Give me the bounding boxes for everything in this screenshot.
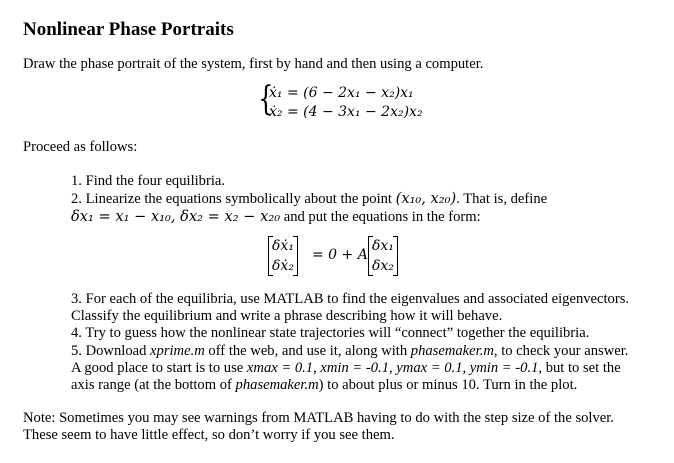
step-2-line-2: δx₁ = x₁ − x₁₀, δx₂ = x₂ − x₂₀ and put the equations in the form: xyxy=(71,208,481,226)
equation-1: ẋ₁ = (6 − 2x₁ − x₂)x₁ xyxy=(269,85,414,101)
page-title: Nonlinear Phase Portraits xyxy=(23,19,234,40)
axis-settings: xmax = 0.1, xmin = -0.1, ymax = 0.1, ymin = -0.1 xyxy=(246,359,539,376)
lhs-bottom: δẋ₂ xyxy=(272,258,294,274)
note-line-1: Note: Sometimes you may see warnings from MATLAB having to do with the step size of the solver. xyxy=(23,410,614,426)
file-xprime: xprime.m xyxy=(150,342,205,359)
rhs-top: δx₁ xyxy=(372,238,394,254)
step-5-line-2: A good place to start is to use xmax = 0.1, xmin = -0.1, ymax = 0.1, ymin = -0.1, but to set the xyxy=(71,359,621,376)
lhs-vector xyxy=(268,236,298,276)
matrix-equation xyxy=(268,236,428,280)
delta-definitions: δx₁ = x₁ − x₁₀, δx₂ = x₂ − x₂₀ xyxy=(71,208,281,226)
note-line-2: These seem to have little effect, so don’t worry if you see them. xyxy=(23,427,395,443)
step-5-line-1: 5. Download xprime.m off the web, and use it, along with phasemaker.m, to check your answer. xyxy=(71,342,629,359)
lhs-top: δẋ₁ xyxy=(272,238,294,254)
note xyxy=(23,410,614,444)
left-brace: { xyxy=(258,79,274,119)
step-3-line-2: Classify the equilibrium and write a phrase describing how it will behave. xyxy=(71,308,503,325)
rhs-bottom: δx₂ xyxy=(372,258,394,274)
steps-list xyxy=(71,173,661,227)
rhs-vector xyxy=(368,236,398,276)
proceed-text: Proceed as follows: xyxy=(23,139,138,155)
step-3-line-1: 3. For each of the equilibria, use MATLAB to find the eigenvalues and associated eigenvectors. xyxy=(71,291,630,307)
step-2-line-1: 2. Linearize the equations symbolically about the point (x₁₀, x₂₀). That is, define xyxy=(71,190,548,208)
step-5-line-3: axis range (at the bottom of phasemaker.m) to about plus or minus 10. Turn in the plot. xyxy=(71,377,578,394)
file-phasemaker: phasemaker.m xyxy=(410,342,494,359)
matrix-middle: = 0 + A xyxy=(312,247,368,263)
step-1: 1. Find the four equilibria. xyxy=(71,173,226,189)
equation-2: ẋ₂ = (4 − 3x₁ − 2x₂)x₂ xyxy=(269,104,423,120)
steps-list-continued xyxy=(71,291,661,394)
file-phasemaker-2: phasemaker.m xyxy=(235,377,319,394)
intro-text: Draw the phase portrait of the system, first by hand and then using a computer. xyxy=(23,56,484,72)
step-4: 4. Try to guess how the nonlinear state trajectories will “connect” together the equilibria. xyxy=(71,325,590,342)
linearization-point: (x₁₀, x₂₀) xyxy=(395,190,457,208)
